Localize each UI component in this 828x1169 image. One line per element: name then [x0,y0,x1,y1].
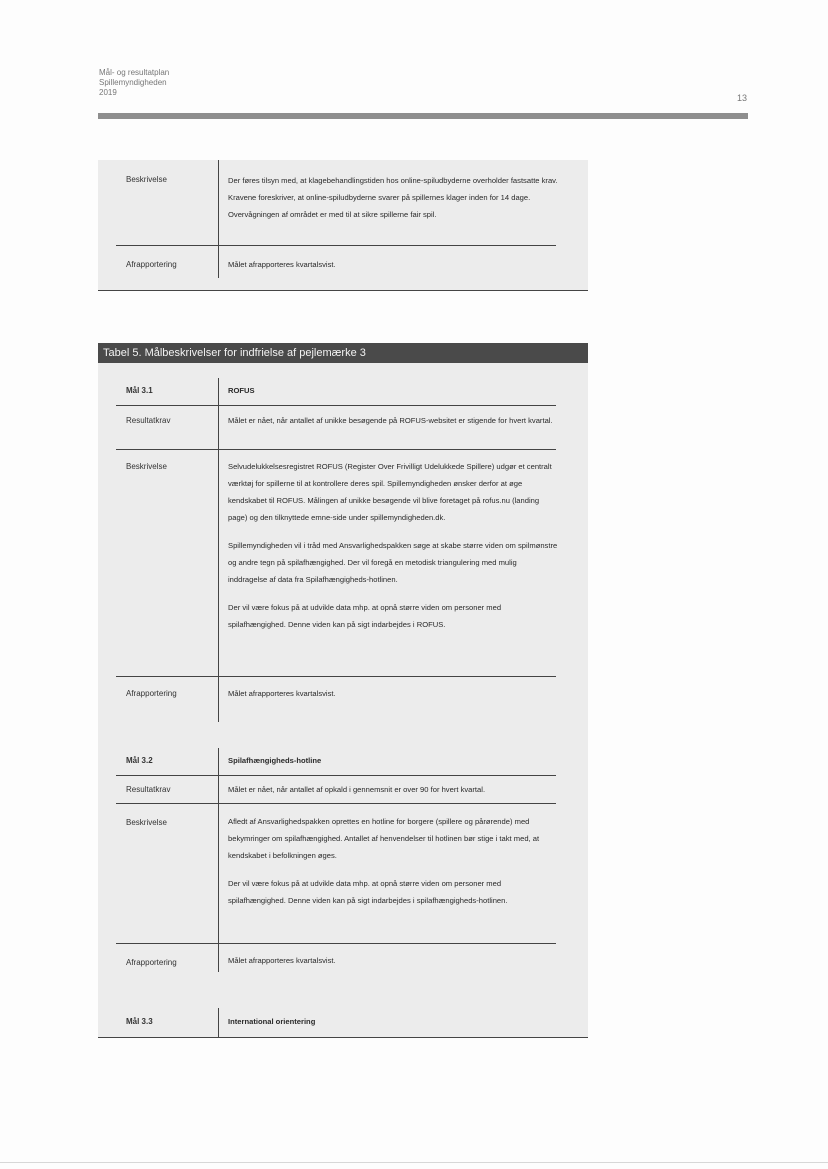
goal-3-2-description-row [116,804,556,944]
table-bottom-rule [98,290,588,291]
row-text [228,458,558,633]
goal-title: ROFUS [228,386,255,395]
table-bottom-rule [98,1037,588,1038]
column-divider [218,1008,219,1038]
row-label: Beskrivelse [126,462,167,471]
column-divider [218,406,219,449]
goal-title: Spilafhængigheds-hotline [228,756,322,765]
row-text: Målet er nået, når antallet af opkald i gennemsnit er over 90 for hvert kvartal. [228,785,486,794]
table-row-reporting [116,246,556,278]
goal-3-3-header-row [116,1008,556,1038]
goal-3-2-reporting-row [116,944,556,972]
goal-3-1-description-row [116,450,556,677]
row-text: Målet afrapporteres kvartalsvist. [228,260,336,269]
goal-3-1-reporting-row [116,677,556,722]
row-label: Resultatkrav [126,785,171,794]
goal-3-2-header-row [116,748,556,776]
goal-label: Mål 3.1 [126,386,153,395]
header-organization: Spillemyndigheden [99,78,167,87]
description-paragraph: Der vil være fokus på at udvikle data mhp. at opnå større viden om personer med spilafhængighed. Denne viden kan på sigt indarbejdes i ROFUS. [228,603,502,629]
header-divider-bar [98,113,748,119]
goal-3-1-header-row [116,378,556,406]
description-paragraph: Spillemyndigheden vil i tråd med Ansvarlighedspakken søge at skabe større viden om spilmønstre og andre tegn på spilafhængighed. Der vil foregå en metodisk triangulering med mulig inddragelse af data fra Spilafhængigheds-hotlinen. [228,541,558,584]
description-paragraph: Der vil være fokus på at udvikle data mhp. at opnå større viden om personer med spilafhængighed. Denne viden kan på sigt indarbejdes i spilafhængigheds-hotlinen. [228,879,508,905]
row-label: Beskrivelse [126,818,167,827]
document-header [99,68,169,98]
column-divider [218,944,219,972]
column-divider [218,804,219,943]
column-divider [218,677,219,722]
goal-3-2-result-row [116,776,556,804]
column-divider [218,748,219,775]
table-row-description [116,160,556,246]
row-label: Resultatkrav [126,416,171,425]
goal-title: International orientering [228,1017,316,1026]
column-divider [218,776,219,803]
column-divider [218,246,219,278]
page-bottom-edge [0,1162,828,1163]
page-number: 13 [737,93,748,103]
row-text: Målet afrapporteres kvartalsvist. [228,956,336,965]
description-paragraph: Afledt af Ansvarlighedspakken oprettes en hotline for borgere (spillere og pårørende) med bekymringer om spilafhængighed. Antallet af henvendelser til hotlinen bør stige i takt med, at kendskabet i befolkningen øges. [228,817,540,860]
row-label: Beskrivelse [126,175,167,184]
column-divider [218,160,219,245]
goal-table-5 [98,363,588,1038]
goal-label: Mål 3.2 [126,756,153,765]
row-text: Der føres tilsyn med, at klagebehandlingstiden hos online-spiludbyderne overholder fastsatte krav. Kravene foreskriver, at online-spiludbyderne svarer på spillernes klager inden for 14 dage. Overvågningen af området er med til at sikre spillerne fair spil. [228,176,558,219]
row-text: Målet afrapporteres kvartalsvist. [228,689,336,698]
column-divider [218,378,219,405]
row-label: Afrapportering [126,689,177,698]
description-paragraph: Selvudelukkelsesregistret ROFUS (Register Over Frivilligt Udelukkede Spillere) udgør et centralt værktøj for spillerne til at kontrollere deres spil. Spillemyndigheden ønsker derfor at øge kendskabet til ROFUS. Målingen af unikke besøgende vil blive foretaget på rofus.nu (landing page) og den tilknyttede emne-side under spillemyndigheden.dk. [228,462,552,522]
header-year: 2019 [99,88,117,97]
row-text: Målet er nået, når antallet af unikke besøgende på ROFUS-websitet er stigende for hvert kvartal. [228,416,553,425]
goal-3-1-result-row [116,406,556,450]
row-label: Afrapportering [126,958,177,967]
column-divider [218,450,219,676]
table-caption: Tabel 5. Målbeskrivelser for indfrielse af pejlemærke 3 [98,343,588,363]
row-label: Afrapportering [126,260,177,269]
header-plan-title: Mål- og resultatplan [99,68,170,77]
row-text [228,813,558,909]
goal-label: Mål 3.3 [126,1017,153,1026]
continued-goal-table [98,160,588,290]
